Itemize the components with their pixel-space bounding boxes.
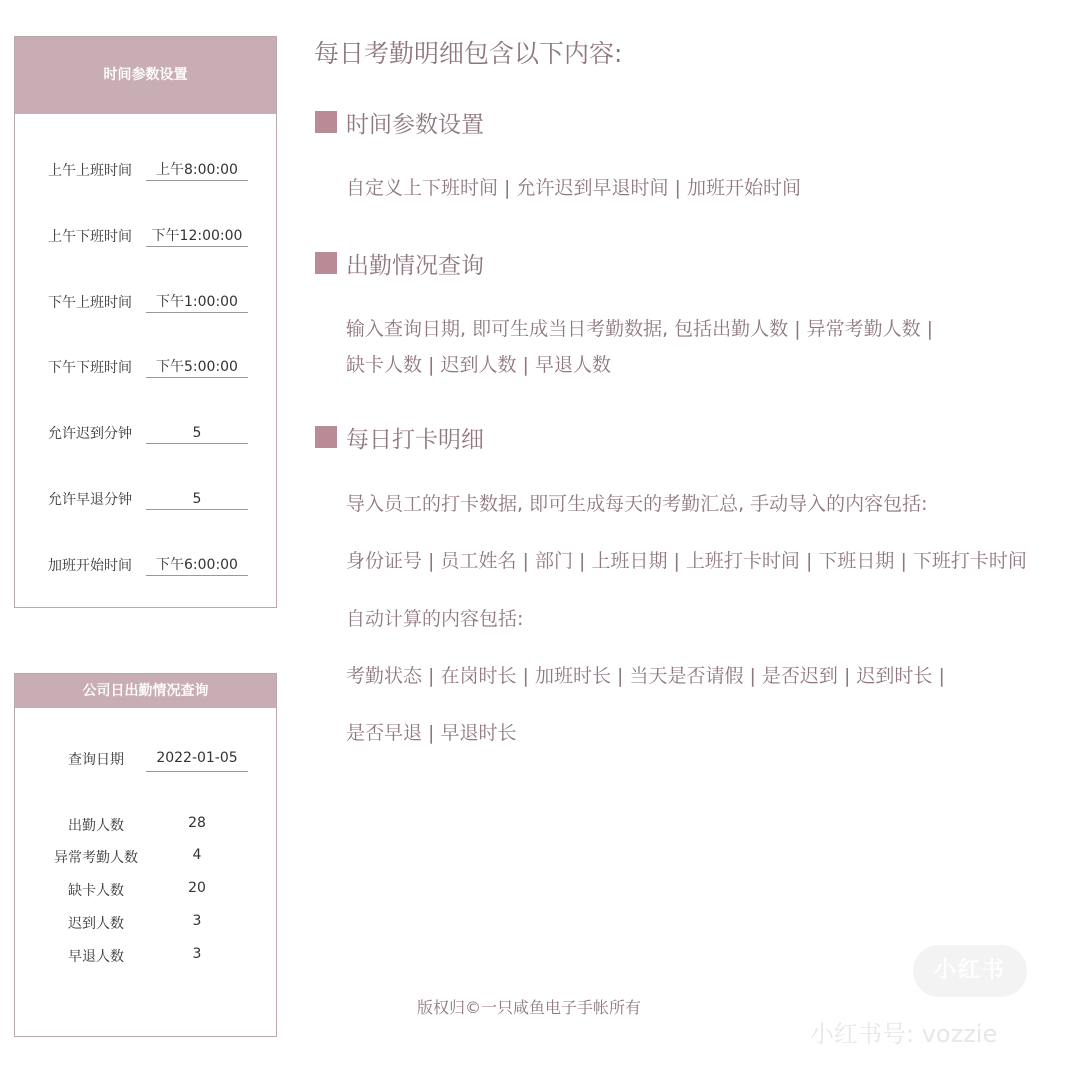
time-settings-title: 时间参数设置 <box>15 37 276 114</box>
square-bullet-icon <box>315 111 337 133</box>
section-heading-time <box>315 108 484 136</box>
param-row-pm-start <box>15 292 278 316</box>
param-label: 允许迟到分钟 <box>48 426 132 442</box>
param-row-overtime-start <box>15 555 278 579</box>
param-value-field[interactable]: 下午12:00:00 <box>146 226 248 247</box>
section-title: 出勤情况查询 <box>346 252 484 279</box>
copyright-text: 版权归©一只咸鱼电子手帐所有 <box>417 998 642 1017</box>
section-text: 考勤状态 | 在岗时长 | 加班时长 | 当天是否请假 | 是否迟到 | 迟到时长 | <box>346 665 945 687</box>
watermark-logo: 小红书 <box>913 945 1027 997</box>
param-value-field[interactable]: 上午8:00:00 <box>146 160 248 181</box>
section-title: 时间参数设置 <box>346 111 484 138</box>
param-value-field[interactable]: 下午5:00:00 <box>146 357 248 378</box>
stat-label: 出勤人数 <box>68 818 124 834</box>
attendance-query-title: 公司日出勤情况查询 <box>15 674 276 708</box>
param-value-field[interactable]: 下午1:00:00 <box>146 292 248 313</box>
param-value-field[interactable]: 下午6:00:00 <box>146 555 248 576</box>
section-text: 自定义上下班时间 | 允许迟到早退时间 | 加班开始时间 <box>346 177 801 199</box>
stat-value: 28 <box>188 815 206 831</box>
stat-label: 迟到人数 <box>68 916 124 932</box>
square-bullet-icon <box>315 252 337 274</box>
param-row-pm-end <box>15 357 278 381</box>
param-row-early-minutes <box>15 489 278 513</box>
param-label: 下午上班时间 <box>48 295 132 311</box>
section-title: 每日打卡明细 <box>346 426 484 453</box>
stat-label: 异常考勤人数 <box>54 850 138 866</box>
square-bullet-icon <box>315 426 337 448</box>
param-value-field[interactable]: 5 <box>146 423 248 444</box>
section-text: 是否早退 | 早退时长 <box>346 722 517 744</box>
param-row-late-minutes <box>15 423 278 447</box>
stat-value: 3 <box>192 946 202 962</box>
param-value-field[interactable]: 5 <box>146 489 248 510</box>
attendance-query-panel <box>14 673 277 1037</box>
param-label: 上午下班时间 <box>48 229 132 245</box>
stat-label: 早退人数 <box>68 949 124 965</box>
param-row-am-start <box>15 160 278 184</box>
section-heading-attendance <box>315 249 484 277</box>
param-row-am-end <box>15 226 278 250</box>
stat-value: 3 <box>192 913 202 929</box>
section-heading-punch <box>315 423 484 451</box>
page-title: 每日考勤明细包含以下内容: <box>314 39 623 68</box>
param-label: 下午下班时间 <box>48 360 132 376</box>
param-label: 允许早退分钟 <box>48 492 132 508</box>
section-text: 自动计算的内容包括: <box>346 608 524 630</box>
stat-value: 20 <box>188 880 206 896</box>
param-label: 上午上班时间 <box>48 163 132 179</box>
section-text: 缺卡人数 | 迟到人数 | 早退人数 <box>346 354 611 376</box>
section-text: 身份证号 | 员工姓名 | 部门 | 上班日期 | 上班打卡时间 | 下班日期 | 下班打卡时间 <box>346 550 1027 572</box>
query-date-label: 查询日期 <box>68 752 124 768</box>
param-label: 加班开始时间 <box>48 558 132 574</box>
watermark-id: 小红书号: vozzie <box>810 1020 998 1048</box>
query-date-field[interactable]: 2022-01-05 <box>146 747 248 772</box>
stat-value: 4 <box>192 847 202 863</box>
stat-label: 缺卡人数 <box>68 883 124 899</box>
section-text: 输入查询日期, 即可生成当日考勤数据, 包括出勤人数 | 异常考勤人数 | <box>346 318 934 340</box>
section-text: 导入员工的打卡数据, 即可生成每天的考勤汇总, 手动导入的内容包括: <box>346 493 928 515</box>
time-settings-panel <box>14 36 277 608</box>
